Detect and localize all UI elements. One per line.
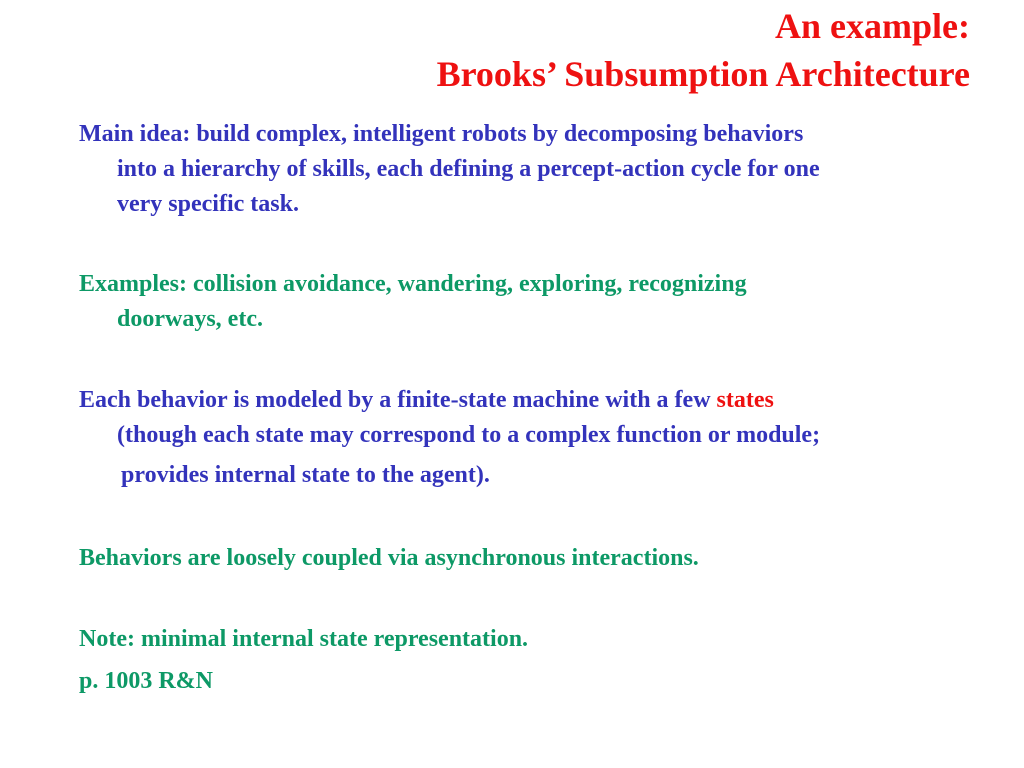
examples-paragraph bbox=[79, 267, 979, 337]
states-highlight: states bbox=[716, 387, 774, 413]
reference-paragraph bbox=[79, 663, 979, 699]
slide-title-line-1: An example: bbox=[775, 6, 970, 46]
coupling-paragraph bbox=[79, 540, 979, 576]
note-text: Note: minimal internal state representation. bbox=[79, 626, 529, 652]
main-idea-line-3: very specific task. bbox=[117, 191, 299, 217]
main-idea-line-2: into a hierarchy of skills, each defining a percept-action cycle for one bbox=[117, 156, 820, 182]
note-paragraph bbox=[79, 621, 979, 657]
behavior-model-paragraph bbox=[79, 383, 979, 493]
main-idea-paragraph bbox=[79, 117, 979, 222]
behavior-model-line-2: (though each state may correspond to a complex function or module; bbox=[117, 422, 821, 448]
behavior-model-line-1-text: Each behavior is modeled by a finite-state machine with a few bbox=[79, 387, 717, 413]
behavior-model-line-3: provides internal state to the agent). bbox=[121, 462, 490, 488]
slide-title bbox=[437, 2, 970, 98]
examples-line-2: doorways, etc. bbox=[117, 306, 263, 332]
slide-title-line-2: Brooks’ Subsumption Architecture bbox=[436, 54, 970, 94]
main-idea-line-1: Main idea: build complex, intelligent robots by decomposing behaviors bbox=[79, 121, 804, 147]
reference-text: p. 1003 R&N bbox=[79, 668, 214, 694]
behavior-model-line-1 bbox=[79, 383, 979, 418]
examples-line-1: Examples: collision avoidance, wandering, exploring, recognizing bbox=[79, 271, 747, 297]
coupling-text: Behaviors are loosely coupled via asynchronous interactions. bbox=[79, 545, 699, 571]
